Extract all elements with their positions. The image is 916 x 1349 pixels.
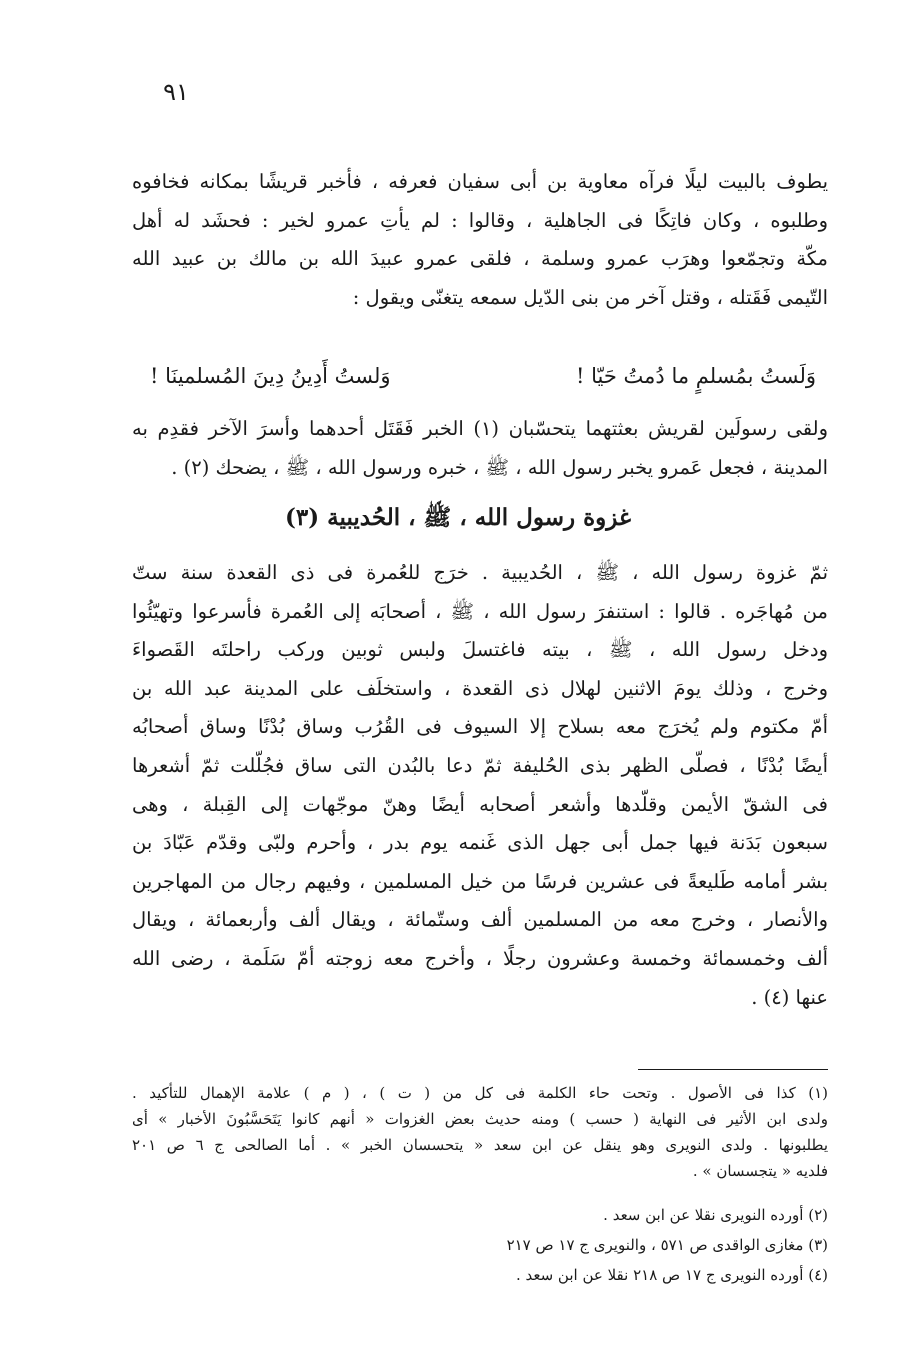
footnote-line: يطلبونها . ولدى النويرى وهو ينقل عن ابن سعد « يتحسسان الخبر » . أما الصالحى ج ٦ ص ٢٠١ (132, 1136, 828, 1154)
text-line: مكّة وتجمّعوا وهرَب عمرو وسلمة ، فلقى عمرو عبيدَ الله بن مالك بن عبيد الله (132, 247, 828, 271)
verse-second-hemistich: وَلستُ أَدِينُ دِينَ المُسلمينَا ! (150, 364, 391, 388)
page-number: ٩١ (163, 78, 189, 106)
text-line: عنها (٤) . (751, 985, 828, 1009)
text-line: بشر أمامه طَليعةً فى عشرين فرسًا من خيل المسلمين ، وفيهم رجال من المهاجرين (132, 869, 828, 893)
text-line: من مُهاجَره . قالوا : استنفرَ رسول الله ، ﷺ ، أصحابَه إلى العُمرة فأسرعوا وتهيّئُوا (132, 599, 828, 623)
footnote-2: (٢) أورده النويرى نقلا عن ابن سعد . (603, 1206, 828, 1224)
footnote-1 (132, 1080, 828, 1184)
text-line: أمّ مكتوم ولم يُخرَج معه بسلاح إلا السيوف فى القُرُب وساق بُدْنًا وساق أصحابُه (132, 715, 828, 739)
verse-first-hemistich: وَلَستُ بمُسلمٍ ما دُمتُ حَيّا ! (576, 364, 816, 388)
text-line: وخرج ، وذلك يومَ الاثنين لهلال ذى القعدة ، واستخلَف على المدينة عبد الله بن (132, 676, 828, 700)
text-line: سبعون بَدَنة فيها جمل أبى جهل الذى غَنمه يوم بدر ، وأحرم ولبّى وقدّم عَبّادَ بن (132, 831, 828, 855)
footnote-separator (638, 1069, 828, 1070)
footnote-4: (٤) أورده النويرى ج ١٧ ص ٢١٨ نقلا عن ابن سعد . (515, 1266, 828, 1284)
text-line: وطلبوه ، وكان فاتِكًا فى الجاهلية ، وقالوا : لم يأتِ عمرو لخير : فحشَد له أهل (132, 208, 828, 232)
paragraph-1 (132, 163, 828, 317)
paragraph-2 (132, 410, 828, 487)
text-line: فى الشقّ الأيمن وقلّدها وأشعر أصحابه أيضًا وهنّ موجّهات إلى القِبلة ، وهى (132, 792, 828, 816)
paragraph-3 (132, 554, 828, 1017)
text-line: المدينة ، فجعل عَمرو يخبر رسول الله ، ﷺ ، خبره ورسول الله ، ﷺ ، يضحك (٢) . (171, 455, 828, 479)
footnote-line: فلديه « يتجسسان » . (692, 1162, 828, 1180)
text-line: ألف وخمسمائة وخمسة وعشرون رجلًا ، وأخرج معه زوجته أمّ سَلَمة ، رضى الله (132, 946, 828, 970)
text-line: ودخل رسول الله ، ﷺ ، بيته فاغتسلَ ولبس ثوبين وركب راحلتَه القَصواءَ (132, 638, 828, 662)
footnotes-2-to-4 (132, 1200, 828, 1290)
text-line: يطوف بالبيت ليلًا فرآه معاوية بن أبى سفيان فعرفه ، فأخبر قريشًا بمكانه فخافوه (132, 170, 828, 193)
section-heading: غزوة رسول الله ، ﷺ ، الحُديبية (٣) (285, 504, 631, 531)
footnote-line: ولدى ابن الأثير فى النهاية ( حسب ) ومنه حديث بعض الغزوات « أنهم كانوا يَتَحَسَّبُونَ الأخبار » أى (132, 1110, 828, 1128)
text-line: التّيمى فَقَتله ، وقتل آخر من بنى الدّيل سمعه يتغنّى ويقول : (352, 285, 828, 309)
text-line: أيضًا بُدْنًا ، فصلّى الظهر بذى الحُليفة ثمّ دعا بالبُدن التى ساق فجُلّلت ثمّ أشعرها (132, 753, 828, 777)
text-line: والأنصار ، وخرج معه من المسلمين ألف وستّمائة ، ويقال ألف وأربعمائة ، ويقال (132, 908, 828, 932)
footnote-line: (١) كذا فى الأصول . وتحت حاء الكلمة فى كل من ( ت ) ، ( م ) علامة الإهمال للتأكيد . (132, 1084, 828, 1102)
text-line: ولقى رسولَين لقريش بعثتهما يتحسّبان (١) الخبر فَقَتَل أحدهما وأسرَ الآخر فقدِم به (132, 417, 828, 440)
text-line: ثمّ غزوة رسول الله ، ﷺ ، الحُديبية . خرَج للعُمرة فى ذى القعدة سنة ستّ (132, 561, 828, 584)
poetry-verse (150, 356, 816, 396)
footnote-3: (٣) مغازى الواقدى ص ٥٧١ ، والنويرى ج ١٧ ص ٢١٧ (506, 1236, 828, 1254)
